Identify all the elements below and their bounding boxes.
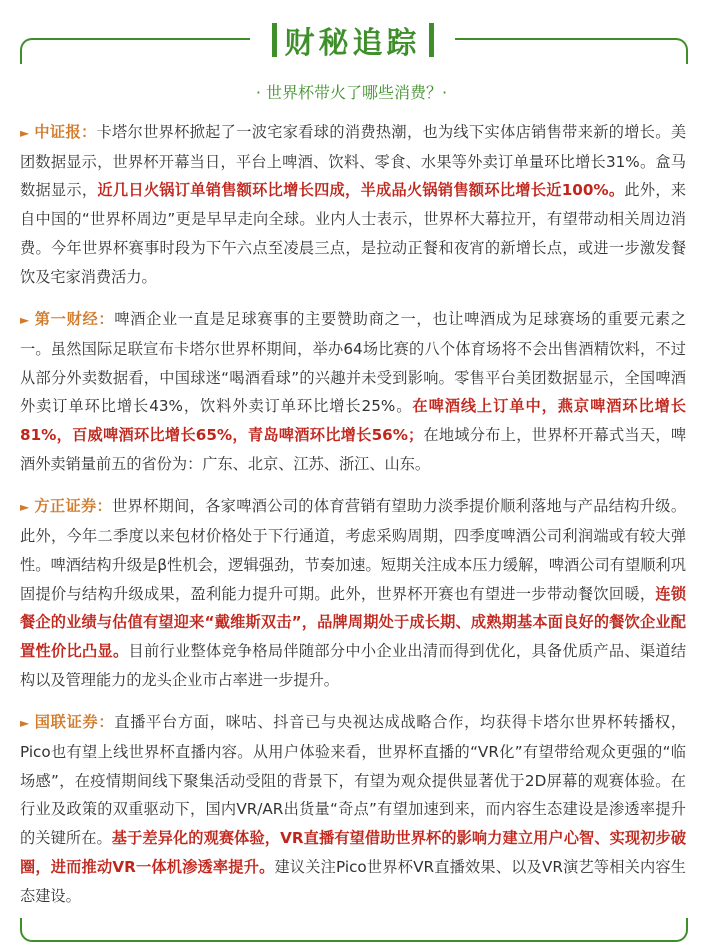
section-source: 中证报： [34,123,97,141]
section-0 [20,118,686,291]
section-text: 卡塔尔世界杯掀起了一波宅家看球的消费热潮，也为线下实体店销售带来新的增长。美团数据显示，世界杯开幕当日，平台上啤酒、饮料、零食、水果等外卖订单量环比增长31%。盒马数据显示， [20,123,687,200]
section-text: 啤酒企业一直是足球赛事的主要赞助商之一，也让啤酒成为足球赛场的重要元素之一。虽然国际足联宣布卡塔尔世界杯期间，举办64场比赛的八个体育场将不会出售酒精饮料，不过从部分外卖数据看，中国球迷“喝酒看球”的兴趣并未受到影响。零售平台美团数据显示，全国啤酒外卖订单环比增长43%，饮料外卖订单环比增长25%。 [20,310,687,416]
footer-frame [20,918,688,942]
section-text: 世界杯期间，各家啤酒公司的体育营销有望助力淡季提价顺利落地与产品结构升级。此外，今年二季度以来包材价格处于下行通道，考虑采购周期，四季度啤酒公司利润端或有较大弹性。啤酒结构升级是β性机会，逻辑强劲，节奏加速。短期关注成本压力缓解，啤酒公司有望顺利巩固提价与结构升级成果，盈利能力提升可期。此外，世界杯开赛也有望进一步带动餐饮回暖， [20,497,687,603]
arrow-right-icon: ► [20,313,30,328]
title-block [250,20,455,60]
section-source: 方正证券： [34,497,113,516]
arrow-right-icon: ► [20,500,30,515]
section-highlight: 近几日火锅订单销售额环比增长四成，半成品火锅销售额环比增长近100%。 [97,181,625,200]
section-text: 在地域分布上，世界杯开幕式当天，啤酒外卖销量前五的省份为：广东、北京、江苏、浙江、山东。 [20,426,687,473]
section-text: 建议关注Pico世界杯VR直播效果、以及VR演艺等相关内容生态建设。 [20,857,686,905]
section-text: 此外，来自中国的“世界杯周边”更是早早走向全球。业内人士表示，世界杯大幕拉开，有望带动相关周边消费。今年世界杯赛事时段为下午六点至凌晨三点，是拉动正餐和夜宵的新增长点，或进一步激发餐饮及宅家消费活力。 [20,181,687,286]
section-2 [20,492,686,694]
arrow-right-icon: ► [20,126,30,140]
section-highlight: 基于差异化的观赛体验，VR直播有望借助世界杯的影响力建立用户心智、实现初步破圈，进而推动VR一体机渗透率提升。 [20,829,687,876]
arrow-right-icon: ► [20,716,30,731]
section-text: 目前行业整体竞争格局伴随部分中小企业出清而得到优化，具备优质产品、渠道结构以及管理能力的龙头企业市占率进一步提升。 [20,641,687,689]
section-source: 第一财经： [34,310,115,329]
title-bar-right [429,23,434,57]
section-highlight: 连锁餐企的业绩与估值有望迎来“戴维斯双击”，品牌周期处于成长期、成熟期基本面良好的餐饮企业配置性价比凸显。 [20,584,687,660]
section-source: 国联证券： [34,713,115,732]
page-subtitle: · 世界杯带火了哪些消费？· [255,83,448,102]
article-body [20,118,686,924]
page-title: 财秘追踪 [284,26,421,61]
section-1 [20,305,686,478]
title-bar-left [272,23,277,57]
section-text: 直播平台方面，咪咕、抖音已与央视达成战略合作，均获得卡塔尔世界杯转播权，Pico也有望上线世界杯直播内容。从用户体验来看，世界杯直播的“VR化”有望带给观众更强的“临场感”，在疫情期间线下聚集活动受阻的背景下，有望为观众提供显著优于2D屏幕的观赛体验。在行业及政策的双重驱动下，国内VR/AR出货量“奇点”有望加速到来，而内容生态建设是渗透率提升的关键所在。 [20,713,687,848]
section-3 [20,708,686,910]
section-highlight: 在啤酒线上订单中，燕京啤酒环比增长81%，百威啤酒环比增长65%，青岛啤酒环比增长56%； [20,397,686,445]
